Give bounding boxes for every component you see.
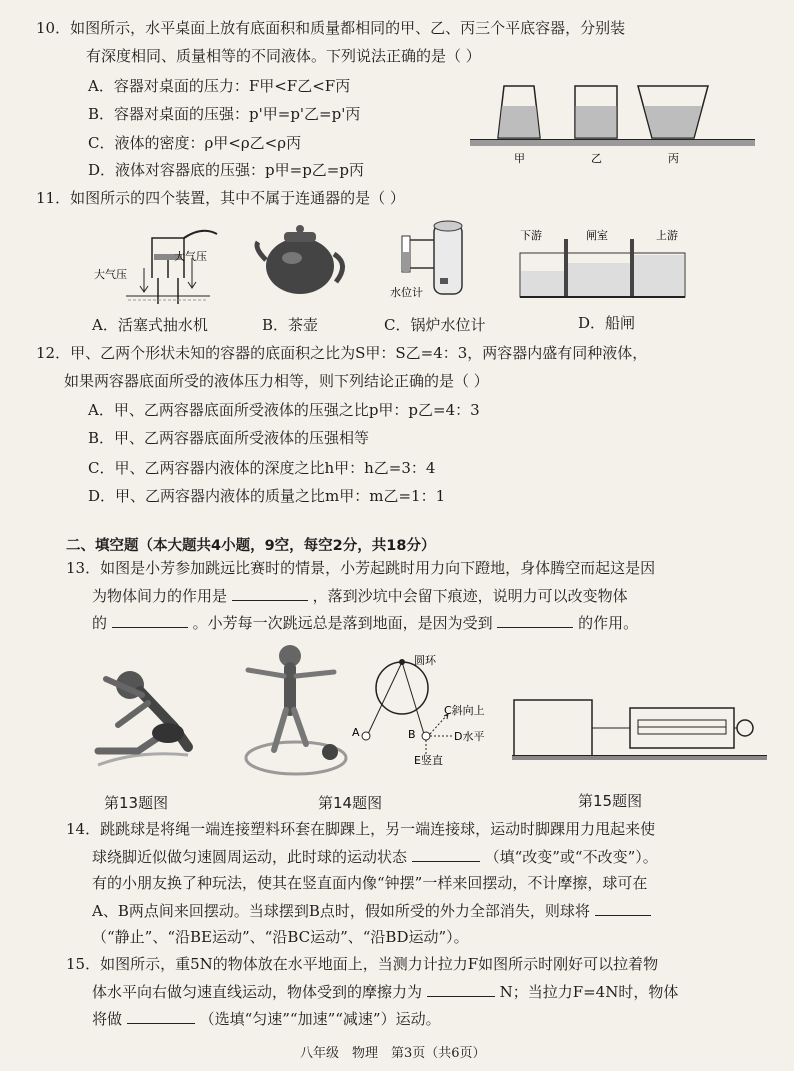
q15-text-b: N；当拉力F=4N时，物体 xyxy=(499,983,679,1001)
q10-label-jia: 甲 xyxy=(514,152,525,165)
page-footer: 八年级 物理 第3页（共6页） xyxy=(300,1046,486,1061)
q14-line4 xyxy=(92,900,651,921)
q11-lock-label-chamber: 闸室 xyxy=(586,229,608,242)
q10-stem-line1: 10．如图所示，水平桌面上放有底面积和质量都相同的甲、乙、丙三个平底容器，分别装 xyxy=(36,19,626,37)
q12-stem-line2: 如果两容器底面所受的液体压力相等，则下列结论正确的是（ ） xyxy=(64,372,489,390)
q14-line5: （“静止”、“沿BE运动”、“沿BC运动”、“沿BD运动”）。 xyxy=(92,928,469,946)
q15-text-a: 体水平向右做匀速直线运动，物体受到的摩擦力为 xyxy=(92,983,423,1001)
q14-text-b: （填“改变”或“不改变”）。 xyxy=(484,848,658,866)
q14-label-ring: 圆环 xyxy=(414,654,436,667)
q10-option-a: A．容器对桌面的压力：F甲<F乙<F丙 xyxy=(88,77,351,95)
q15-blank-2[interactable] xyxy=(127,1008,195,1024)
q11-option-d: D．船闸 xyxy=(578,314,636,332)
q13-blank-1[interactable] xyxy=(232,585,308,601)
q14-blank-1[interactable] xyxy=(412,846,480,862)
q14-pendulum-diagram xyxy=(350,654,500,773)
q10-option-d: D．液体对容器底的压强：p甲=p乙=p丙 xyxy=(88,161,364,179)
q13-line3 xyxy=(92,612,638,633)
q15-text-d: （选填“匀速”“加速”“减速”）运动。 xyxy=(199,1010,441,1028)
q10-label-bing: 丙 xyxy=(668,152,679,165)
caption-q13: 第13题图 xyxy=(104,794,169,812)
q11-boiler-label: 水位计 xyxy=(390,286,423,299)
q11-option-c: C．锅炉水位计 xyxy=(384,316,486,334)
q13-blank-2[interactable] xyxy=(112,612,188,628)
q12-option-c: C．甲、乙两容器内液体的深度之比h甲：h乙=3：4 xyxy=(88,459,436,477)
q11-option-b: B．茶壶 xyxy=(262,316,319,334)
q15-line3 xyxy=(92,1008,441,1029)
q15-line2 xyxy=(92,981,678,1002)
q13-line2 xyxy=(92,585,628,606)
q11-stem: 11．如图所示的四个装置，其中不属于连通器的是（ ） xyxy=(36,189,405,207)
q15-text-c: 将做 xyxy=(92,1010,123,1028)
q11-pump-label-right: 大气压 xyxy=(174,250,207,263)
q11-option-a: A．活塞式抽水机 xyxy=(92,316,208,334)
q15-blank-1[interactable] xyxy=(427,981,495,997)
q11-lock-label-upstream: 上游 xyxy=(656,229,678,242)
q14-line1: 14．跳跳球是将绳一端连接塑料环套在脚踝上，另一端连接球，运动时脚踝用力甩起来使 xyxy=(66,820,656,838)
q10-containers-figure xyxy=(470,78,760,168)
q11-pump-figure xyxy=(92,218,222,308)
q14-line2 xyxy=(92,846,658,867)
q11-lock-figure xyxy=(520,225,690,300)
q12-option-b: B．甲、乙两容器底面所受液体的压强相等 xyxy=(88,429,370,447)
q14-label-e: E竖直 xyxy=(414,754,443,767)
caption-q15: 第15题图 xyxy=(578,792,643,810)
q14-label-b: B xyxy=(408,728,416,741)
q13-text-e: 的作用。 xyxy=(578,614,639,632)
q14-text-a: 球绕脚近似做匀速圆周运动，此时球的运动状态 xyxy=(92,848,408,866)
q11-pump-label-left: 大气压 xyxy=(94,268,127,281)
q10-option-b: B．容器对桌面的压强：p'甲=p'乙=p'丙 xyxy=(88,105,361,123)
q12-stem-line1: 12．甲、乙两个形状未知的容器的底面积之比为S甲：S乙=4：3，两容器内盛有同种液体， xyxy=(36,344,648,362)
q14-label-a: A xyxy=(352,726,360,739)
q12-option-d: D．甲、乙两容器内液体的质量之比m甲：m乙=1：1 xyxy=(88,487,446,505)
q14-text-c: A、B两点间来回摆动。当球摆到B点时，假如所受的外力全部消失，则球将 xyxy=(92,902,590,920)
q15-spring-scale-figure xyxy=(512,690,772,780)
q15-line1: 15．如图所示，重5N的物体放在水平地面上，当测力计拉力F如图所示时刚好可以拉着物 xyxy=(66,955,659,973)
q14-line3: 有的小朋友换了种玩法，使其在竖直面内像“钟摆”一样来回摆动，不计摩擦，球可在 xyxy=(92,874,648,892)
q13-text-b: ，落到沙坑中会留下痕迹，说明力可以改变物体 xyxy=(312,587,628,605)
q12-option-a: A．甲、乙两容器底面所受液体的压强之比p甲：p乙=4：3 xyxy=(88,401,480,419)
q14-blank-2[interactable] xyxy=(595,900,651,916)
q14-label-c: C斜向上 xyxy=(444,704,485,717)
q10-stem-line2: 有深度相同、质量相等的不同液体。下列说法正确的是（ ） xyxy=(86,47,481,65)
q13-text-d: 。小芳每一次跳远总是落到地面，是因为受到 xyxy=(192,614,493,632)
section-2-heading: 二、填空题（本大题共4小题，9空，每空2分，共18分） xyxy=(66,538,436,554)
q14-jump-ball-photo xyxy=(240,640,350,780)
q11-boiler-figure xyxy=(390,218,480,303)
q10-label-yi: 乙 xyxy=(591,152,602,165)
q13-long-jump-figure xyxy=(78,655,208,775)
q13-text-c: 的 xyxy=(92,614,108,632)
q13-text-a: 为物体间力的作用是 xyxy=(92,587,228,605)
q10-option-c: C．液体的密度：ρ甲<ρ乙<ρ丙 xyxy=(88,134,302,152)
q13-line1: 13．如图是小芳参加跳远比赛时的情景，小芳起跳时用力向下蹬地，身体腾空而起这是因 xyxy=(66,559,656,577)
caption-q14: 第14题图 xyxy=(318,794,383,812)
q14-label-d: D水平 xyxy=(454,730,485,743)
q11-teapot-figure xyxy=(252,220,352,300)
q11-lock-label-downstream: 下游 xyxy=(520,229,542,242)
q13-blank-3[interactable] xyxy=(497,612,573,628)
